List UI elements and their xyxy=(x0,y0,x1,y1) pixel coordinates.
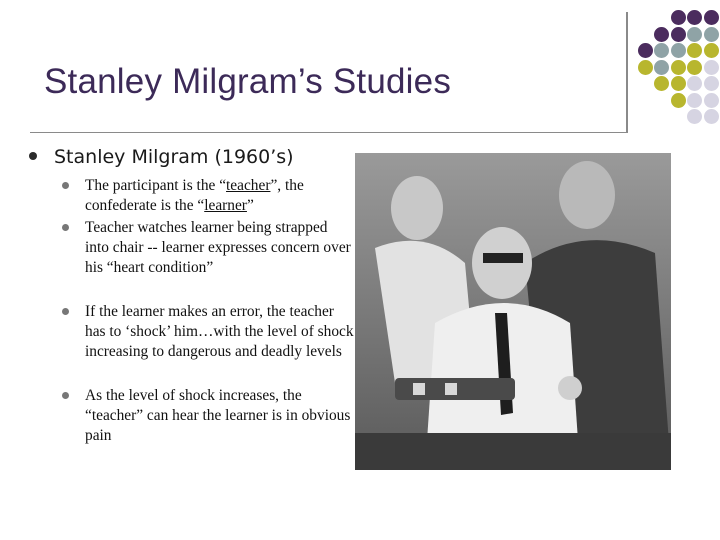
decorative-dot xyxy=(671,60,686,75)
sub-bullet-text: The participant is the “teacher”, the confederate is the “learner” xyxy=(85,177,304,215)
main-bullet-text: Stanley Milgram (1960’s) xyxy=(54,146,294,168)
decorative-dot xyxy=(704,93,719,108)
decorative-dot xyxy=(671,43,686,58)
decorative-dot xyxy=(687,93,702,108)
bullet-icon xyxy=(62,308,69,315)
decorative-dot xyxy=(638,43,653,58)
decorative-dot xyxy=(671,27,686,42)
decorative-dot xyxy=(687,43,702,58)
decorative-dot xyxy=(654,60,669,75)
slide-title: Stanley Milgram’s Studies xyxy=(44,62,452,101)
bullet-icon xyxy=(62,392,69,399)
decorative-dot xyxy=(687,60,702,75)
decorative-dot xyxy=(704,109,719,124)
sub-bullet-text: If the learner makes an error, the teacher has to ‘shock’ him…with the level of shock increasing to dangerous and deadly levels xyxy=(85,303,354,361)
photo-icon xyxy=(355,153,671,470)
vertical-divider xyxy=(626,12,628,133)
decorative-dot xyxy=(704,27,719,42)
decorative-dot-grid xyxy=(636,10,720,120)
bullet-icon xyxy=(62,224,69,231)
decorative-dot xyxy=(654,76,669,91)
decorative-dot xyxy=(671,76,686,91)
decorative-dot xyxy=(638,60,653,75)
decorative-dot xyxy=(687,27,702,42)
milgram-experiment-photo xyxy=(355,153,671,470)
decorative-dot xyxy=(654,27,669,42)
decorative-dot xyxy=(704,10,719,25)
horizontal-divider xyxy=(30,132,628,133)
decorative-dot xyxy=(654,43,669,58)
sub-bullet-text: Teacher watches learner being strapped into chair -- learner expresses concern over his “heart condition” xyxy=(85,219,351,277)
sub-bullet-text: As the level of shock increases, the “teacher” can hear the learner is in obvious pain xyxy=(85,387,351,445)
decorative-dot xyxy=(704,60,719,75)
decorative-dot xyxy=(687,10,702,25)
decorative-dot xyxy=(671,10,686,25)
decorative-dot xyxy=(671,93,686,108)
bullet-icon xyxy=(29,152,37,160)
decorative-dot xyxy=(704,76,719,91)
decorative-dot xyxy=(704,43,719,58)
bullet-icon xyxy=(62,182,69,189)
decorative-dot xyxy=(687,76,702,91)
decorative-dot xyxy=(687,109,702,124)
